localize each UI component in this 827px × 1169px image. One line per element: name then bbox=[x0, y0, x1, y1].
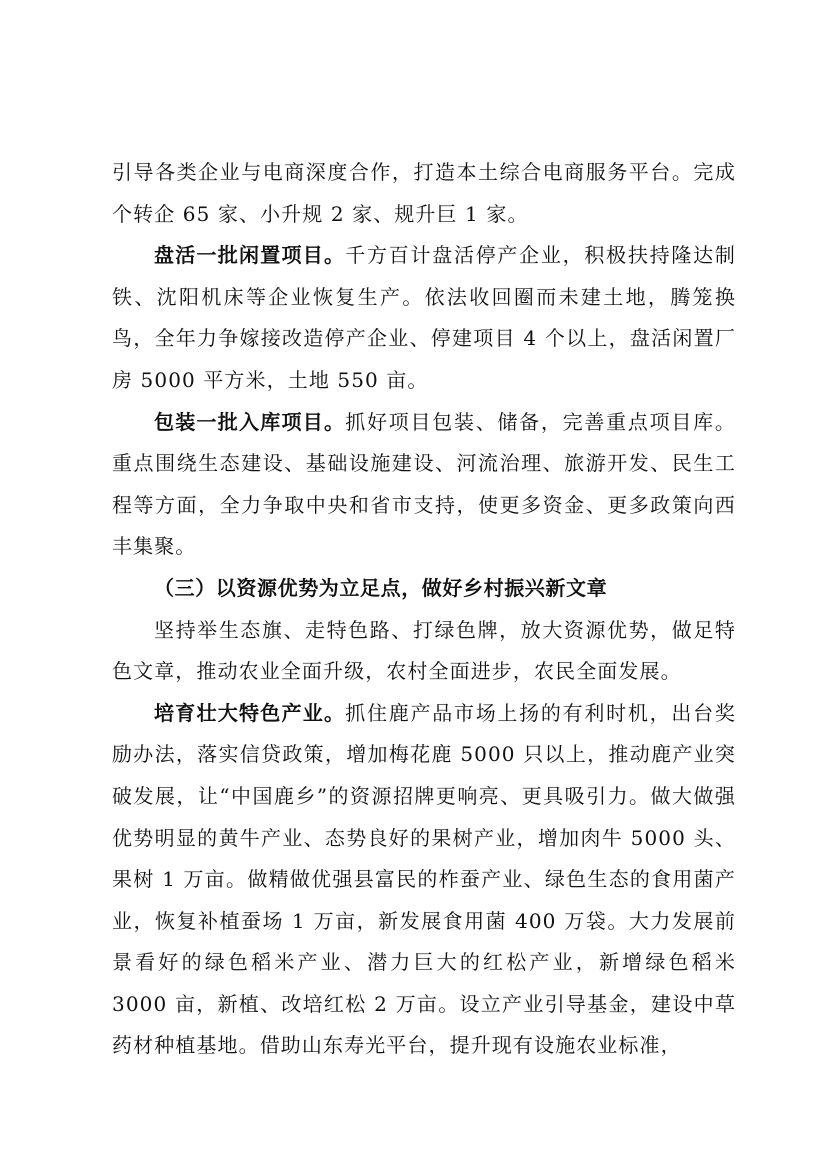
paragraph-text: 坚持举生态旗、走特色路、打绿色牌，放大资源优势，做足特色文章，推动农业全面升级，农村全面进步，农民全面发展。 bbox=[112, 617, 736, 684]
paragraph-lead: 培育壮大特色产业。 bbox=[154, 700, 346, 725]
paragraph-text: 引导各类企业与电商深度合作，打造本土综合电商服务平台。完成个转企 65 家、小升规 2 家、规升巨 1 家。 bbox=[112, 160, 736, 226]
paragraph-text: 千方百计盘活停产企业，积极扶持隆达制铁、沈阳机床等企业恢复生产。依法收回圈而未建土地，腾笼换鸟，全年力争嫁接改造停产企业、停建项目 4 个以上，盘活闲置厂房 5000 平方米，土地 550 亩。 bbox=[112, 243, 736, 392]
paragraph-lead: 盘活一批闲置项目。 bbox=[154, 243, 346, 268]
paragraph-idle-projects bbox=[112, 235, 736, 401]
paragraph-package-projects bbox=[112, 402, 736, 568]
paragraph-lead: 包装一批入库项目。 bbox=[154, 409, 346, 434]
paragraph-section-intro bbox=[112, 610, 736, 693]
section-heading: （三）以资源优势为立足点，做好乡村振兴新文章 bbox=[154, 575, 608, 600]
paragraph-text: 抓住鹿产品市场上扬的有利时机，出台奖励办法，落实信贷政策，增加梅花鹿 5000 只以上，推动鹿产业突破发展，让“中国鹿乡”的资源招牌更响亮、更具吸引力。做大做强优势明显的黄牛产业、态势良好的果树产业，增加肉牛 5000 头、果树 1 万亩。做精做优强县富民的柞蚕产业、绿色生态的食用菌产业，恢复补植蚕场 1 万亩，新发展食用菌 400 万袋。大力发展前景看好的绿色稻米产业、潜力巨大的红松产业，新增绿色稻米 3000 亩，新植、改培红松 2 万亩。设立产业引导基金，建设中草药材种植基地。借助山东寿光平台，提升现有设施农业标准， bbox=[112, 700, 736, 1058]
paragraph-text: 抓好项目包装、储备，完善重点项目库。重点围绕生态建设、基础设施建设、河流治理、旅游开发、民生工程等方面，全力争取中央和省市支持，使更多资金、更多政策向西丰集聚。 bbox=[112, 409, 736, 559]
paragraph-specialty-industries bbox=[112, 693, 736, 1067]
paragraph-ecommerce bbox=[112, 152, 736, 235]
document-body bbox=[112, 152, 736, 1067]
